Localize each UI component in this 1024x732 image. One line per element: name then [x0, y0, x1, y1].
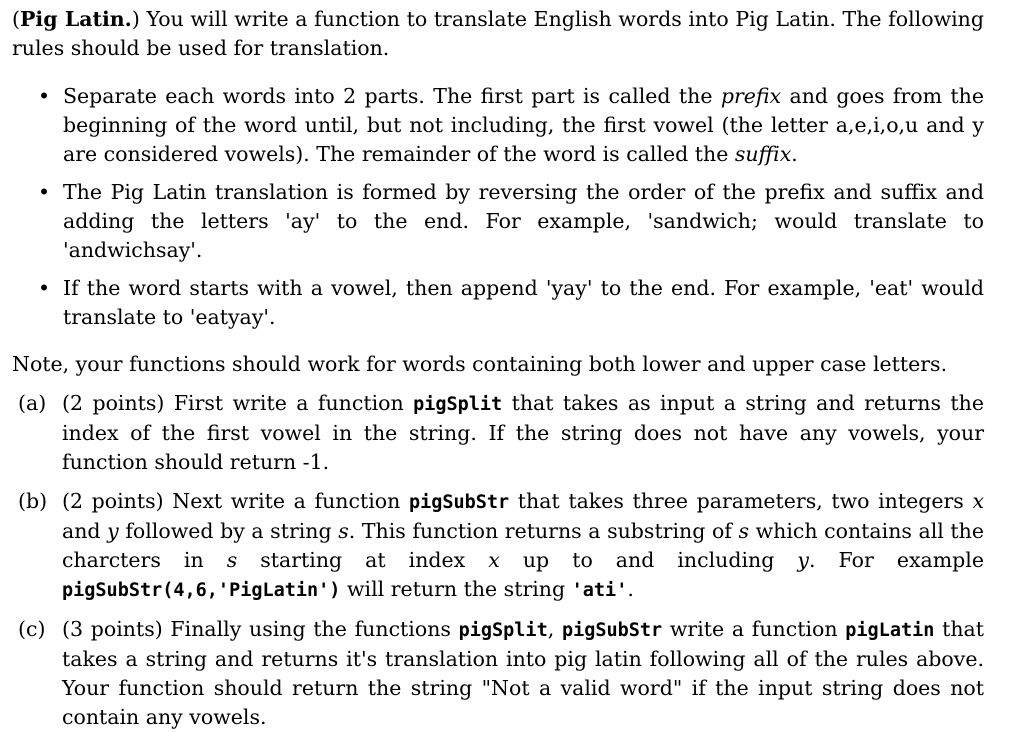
rule-text: and goes from the beginning of the word until, but not including, the first vowel (the letter a,e,i,o,u and y are considered vowels). The remainder of the word is called the — [63, 84, 984, 166]
problem-title: Pig Latin. — [20, 7, 132, 31]
bullet-icon: • — [38, 180, 51, 204]
rule-text: The Pig Latin translation is formed by reversing the order of the prefix and suffix and adding the letters 'ay' to the end. For example, 'sandwich; would translate to 'andwichsay'. — [63, 180, 984, 262]
intro-paragraph — [12, 5, 984, 63]
part-label: (c) — [18, 617, 46, 641]
function-name: pigSplit — [413, 394, 503, 415]
part-text: (2 points) First write a function — [62, 391, 414, 415]
part-text: which contains all the charcters in — [62, 519, 985, 572]
part-text: . — [627, 577, 634, 601]
part-label: (a) — [18, 391, 47, 415]
parts-list — [12, 389, 1012, 732]
math-var: s — [338, 519, 349, 543]
part-text: . For example — [809, 548, 984, 572]
part-text: up to and including — [499, 548, 798, 572]
example-call: pigSubStr(4,6,'PigLatin') — [62, 580, 341, 601]
bullet-icon: • — [38, 84, 51, 108]
function-name: pigLatin — [845, 620, 935, 641]
part-text: write a function — [662, 617, 846, 641]
function-name: pigSubStr — [408, 492, 510, 513]
part-text: (3 points) Finally using the functions — [62, 617, 459, 641]
prefix-term: prefix — [720, 84, 782, 108]
part-b — [12, 487, 984, 605]
suffix-term: suffix — [734, 142, 792, 166]
part-text: and — [62, 519, 108, 543]
math-var: x — [488, 548, 500, 572]
part-text: that takes a string and returns it's translation into pig latin following all of the rules above. Your function should return the string "Not a valid word" if the input string does not contain any vowels. — [62, 617, 984, 729]
rule-text: Separate each words into 2 parts. The first part is called the — [63, 84, 721, 108]
part-a — [12, 389, 984, 477]
rule-item — [12, 82, 984, 169]
part-text: . This function returns a substring of — [348, 519, 739, 543]
part-text: that takes three parameters, two integers — [509, 489, 973, 513]
note-paragraph: Note, your functions should work for words containing both lower and upper case letters. — [12, 352, 948, 376]
rule-text: . — [791, 142, 798, 166]
part-text: , — [547, 617, 562, 641]
math-var: y — [797, 548, 810, 572]
function-name: pigSplit — [458, 620, 548, 641]
rule-item — [12, 178, 984, 265]
part-c — [12, 615, 984, 732]
math-var: s — [738, 519, 749, 543]
part-text: will return the string — [340, 577, 572, 601]
part-text: that takes as input a string and returns the index of the first vowel in the string. If the string does not have any vowels, your function should return -1. — [62, 391, 985, 474]
intro-open-paren: ( — [12, 7, 20, 31]
rule-text: If the word starts with a vowel, then append 'yay' to the end. For example, 'eat' would translate to 'eatyay'. — [63, 276, 984, 329]
part-label: (b) — [18, 489, 48, 513]
part-text: starting at index — [237, 548, 489, 572]
rules-list — [12, 82, 1012, 332]
math-var: y — [107, 519, 119, 543]
rule-item — [12, 274, 984, 332]
part-text: followed by a string — [118, 519, 339, 543]
bullet-icon: • — [38, 276, 51, 300]
part-text: (2 points) Next write a function — [62, 489, 409, 513]
math-var: x — [972, 489, 985, 513]
math-var: s — [226, 548, 238, 572]
function-name: pigSubStr — [561, 620, 663, 641]
intro-text: ) You will write a function to translate English words into Pig Latin. The following rules should be used for translation. — [12, 7, 984, 60]
example-result: 'ati' — [571, 580, 628, 601]
